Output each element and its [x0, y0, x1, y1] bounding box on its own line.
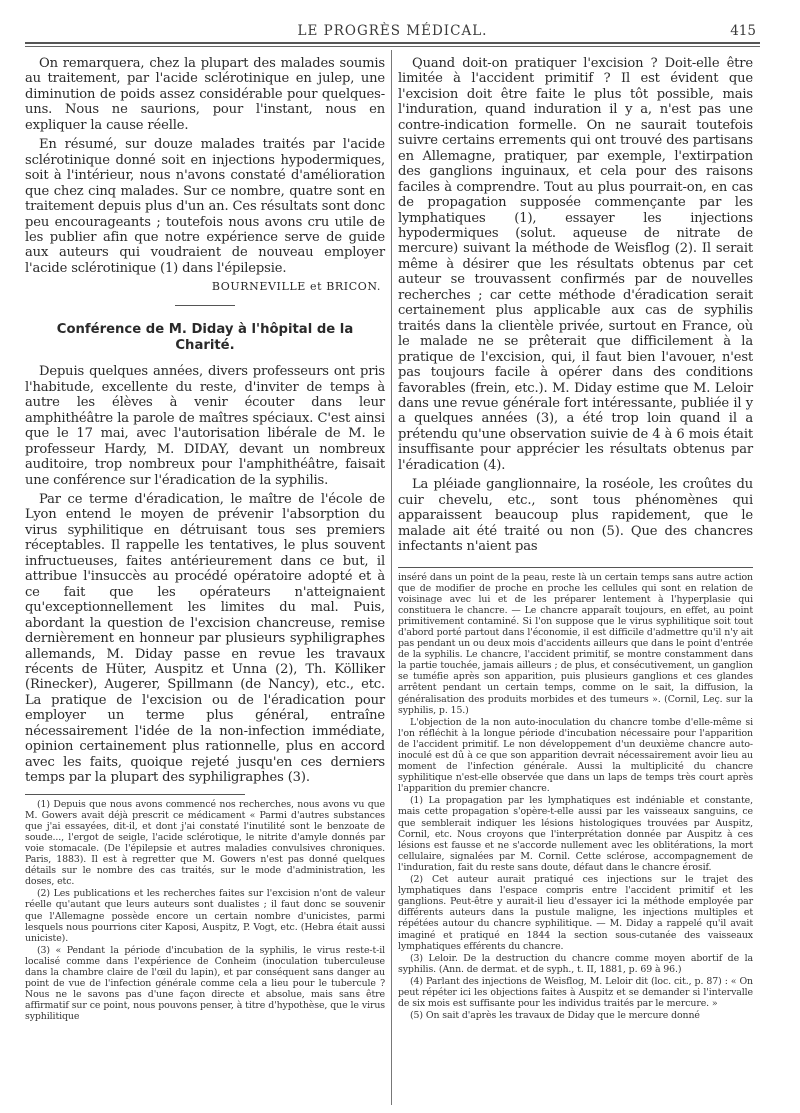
footnote: (4) Parlant des injections de Weisflog, M. Leloir dit (loc. cit., p. 87) : « On peut répéter ici les objections faites à Auspitz et se demander si l'intervalle de six mois est suffisante pour les individus traités par le mercure. »	[398, 975, 753, 1010]
footnote: (1) Depuis que nous avons commencé nos recherches, nous avons vu que M. Gowers avait déjà prescrit ce médicament « Parmi d'autres substances que j'ai essayées, dit-il, et dont j'ai constaté l'inutilité sont le benzoate de soude..., l'ergot de seigle, l'acide sclérotique, le nitrite d'amyle donnés par voie stomacale. (De l'épilepsie et autres maladies convulsives chroniques. Paris, 1883). Il est à regretter que M. Gowers n'est pas donné quelques détails sur le nombre des cas traités, sur le mode d'administration, les doses, etc.	[25, 798, 385, 888]
section-separator	[175, 305, 235, 306]
footnote: L'objection de la non auto-inoculation du chancre tombe d'elle-même si l'on réfléchit à la longue période d'incubation nécessaire pour l'apparition de l'accident primitif. Le non développement d'un deuxième chancre auto-inoculé est dû à ce que son apparition devrait nécessairement avoir lieu au moment de l'infection générale. Aussi la multiplicité du chancre syphilitique n'est-elle observée que dans un laps de temps très court après l'apparition du premier chancre.	[398, 716, 753, 795]
body-paragraph: La pléiade ganglionnaire, la roséole, les croûtes du cuir chevelu, etc., sont tous phénomènes qui apparaissent beaucoup plus rapidement, que le malade ait été traité ou non (5). Que des chancres infectants n'aient pas	[398, 477, 753, 555]
page-header	[25, 12, 760, 48]
body-paragraph: Depuis quelques années, divers professeurs ont pris l'habitude, excellente du reste, d'inviter de temps à autre les élèves à venir écouter dans leur amphithéâtre la parole de maîtres spéciaux. C'est ainsi que le 17 mai, avec l'autorisation libérale de M. le professeur Hardy, M. DIDAY, devant un nombreux auditoire, trop nombreux pour l'amphithéâtre, faisait une conférence sur l'éradication de la syphilis.	[25, 364, 385, 488]
body-paragraph: En résumé, sur douze malades traités par l'acide sclérotinique donné soit en injections hypodermiques, soit à l'intérieur, nous n'avons constaté d'amélioration que chez cinq malades. Sur ce nombre, quatre sont en traitement depuis plus d'un an. Ces résultats sont donc peu encourageants ; toutefois nous avons cru utile de les publier afin que notre expérience serve de guide aux auteurs qui voudraient de nouveau employer l'acide sclérotinique (1) dans l'épilepsie.	[25, 137, 385, 276]
article-signature: BOURNEVILLE et BRICON.	[211, 280, 381, 294]
footnote-rule	[25, 794, 245, 795]
body-paragraph: Par ce terme d'éradication, le maître de l'école de Lyon entend le moyen de prévenir l'absorption du virus syphilitique en détruisant tous ses premiers réceptables. Il rappelle les tentatives, le plus souvent infructueuses, faites antérieurement dans ce but, il attribue l'insuccès au procédé opératoire adopté et à ce fait que les opérateurs n'atteignaient qu'exceptionnellement les limites du mal. Puis, abordant la question de l'excision chancreuse, remise dernièrement en honneur par plusieurs syphiligraphes allemands, M. Diday passe en revue les travaux récents de Hüter, Auspitz et Unna (2), Th. Kölliker (Rinecker), Augerer, Spillmann (de Nancy), etc., etc. La pratique de l'excision ou de l'éradication pour employer un terme plus général, entraîne nécessairement l'idée de la non-infection immédiate, opinion certainement plus rationnelle, plus en accord avec les faits, quoique rejeté jusqu'en ces derniers temps par la plupart des syphiligraphes (3).	[25, 491, 385, 786]
left-column	[25, 56, 385, 1022]
footnote: (5) On sait d'après les travaux de Diday que le mercure donné	[410, 1010, 700, 1022]
footnote: (3) « Pendant la période d'incubation de la syphilis, le virus reste-t-il localisé comme dans l'expérience de Conheim (inoculation tuberculeuse dans la chambre claire de l'œil du lapin), et par conséquent sans danger au point de vue de l'infection générale comme cela a lieu pour le tubercule ? Nous ne le savons pas d'une façon directe et absolue, mais sans être affirmatif sur ce point, nous pouvons penser, à titre d'hypothèse, que le virus syphilitique	[25, 944, 385, 1023]
body-paragraph: Quand doit-on pratiquer l'excision ? Doit-elle être limitée à l'accident primitif ? Il est évident que l'excision doit être faite le plus tôt possible, mais l'induration, quand induration il y a, n'est pas une contre-indication formelle. On ne saurait toutefois suivre certains errements qui ont trouvé des partisans en Allemagne, pratiquer, par exemple, l'extirpation des ganglions inguinaux, et cela pour des raisons faciles à comprendre. Tout au plus pourrait-on, en cas de propagation supposée commençante par les lymphatiques (1), essayer les injections hypodermiques (solut. aqueuse de nitrate de mercure) suivant la méthode de Weisflog (2). Il serait même à désirer que les résultats obtenus par cet auteur se trouvassent confirmés par de nouvelles recherches ; car cette méthode d'éradication serait certainement plus applicable aux cas de syphilis traités dans la clientèle privée, surtout en France, où le malade ne se prêterait que difficilement à la pratique de l'excision, qui, il faut bien l'avouer, n'est pas toujours facile à opérer dans des conditions favorables (frein, etc.). M. Diday estime que M. Leloir dans une revue générale fort intéressante, publiée il y a quelques années (3), a été trop loin quand il a prétendu qu'une observation suivie de 4 à 6 mois était insuffisante pour apprécier les résultats obtenus par l'éradication (4).	[398, 56, 753, 473]
right-column	[398, 56, 753, 1021]
header-rule-thin	[25, 46, 760, 47]
column-divider	[391, 50, 392, 1105]
footnote: (2) Les publications et les recherches faites sur l'excision n'ont de valeur réelle qu'autant que leurs auteurs sont dualistes ; il faut donc se souvenir que l'Allemagne possède encore un certain nombre d'unicistes, parmi lesquels nous pourrions citer Kaposi, Auspitz, P. Vogt, etc. (Hebra était aussi uniciste).	[25, 888, 385, 944]
page-number: 415	[730, 23, 756, 39]
section-title: Conférence de M. Diday à l'hôpital de la Charité.	[56, 322, 354, 354]
footnote: (2) Cet auteur aurait pratiqué ces injections sur le trajet des lymphatiques dans l'espace compris entre l'accident primitif et les ganglions. Peut-être y aurait-il lieu d'essayer ici la méthode employée par différents auteurs dans la pustule maligne, les injections multiples et répétées autour du chancre syphilitique. — M. Diday a rappelé qu'il avait imaginé et pratiqué en 1844 la section sous-cutanée des vaisseaux lymphatiques efférents du chancre.	[398, 874, 753, 952]
footnote: (1) La propagation par les lymphatiques est indéniable et constante, mais cette propagation s'opère-t-elle aussi par les vaisseaux sanguins, ce que semblerait indiquer les lésions histologiques trouvées par Auspitz, Cornil, etc. Nous croyons que l'interprétation donnée par Auspitz à ces lésions est fausse et ne s'accorde nullement avec les oblitérations, la mort cellulaire, signalées par M. Cornil. Cette sclérose, accompagnement de l'induration, fait du reste sans doute, défaut dans le chancre érosif.	[398, 795, 753, 873]
footnote-continued: inséré dans un point de la peau, reste là un certain temps sans autre action que de modifier de proche en proche les cellules qui sont en relation de voisinage avec lui et de les préparer lentement à l'hyperplasie qui constituera le chancre. — Le chancre apparaît toujours, en effet, au point primitivement contaminé. Si l'on suppose que le virus syphilitique soit tout d'abord porté partout dans l'économie, il est difficile d'admettre qu'il n'y ait pas pendant un ou deux mois d'accidents ailleurs que dans le point d'entrée de la syphilis. Le chancre, l'accident primitif, se montre constamment dans la partie touchée, jamais ailleurs ; de plus, et consécutivement, un ganglion se tuméfie après son apparition, puis plusieurs ganglions et ces glandes arrêtent pendant un certain temps, comme on le sait, la diffusion, la généralisation des produits morbides et des tumeurs ». (Cornil, Leç. sur la syphilis, p. 15.)	[398, 571, 753, 716]
header-rule-thick	[25, 42, 760, 44]
journal-title: LE PROGRÈS MÉDICAL.	[297, 23, 488, 39]
footnotes-block	[398, 567, 753, 1022]
body-paragraph: On remarquera, chez la plupart des malades soumis au traitement, par l'acide sclérotinique en julep, une diminution de poids assez considérable pour quelques-uns. Nous ne saurions, pour l'instant, nous en expliquer la cause réelle.	[25, 56, 385, 133]
footnote: (3) Leloir. De la destruction du chancre comme moyen abortif de la syphilis. (Ann. de dermat. et de syph., t. II, 1881, p. 69 à 96.)	[398, 952, 753, 975]
